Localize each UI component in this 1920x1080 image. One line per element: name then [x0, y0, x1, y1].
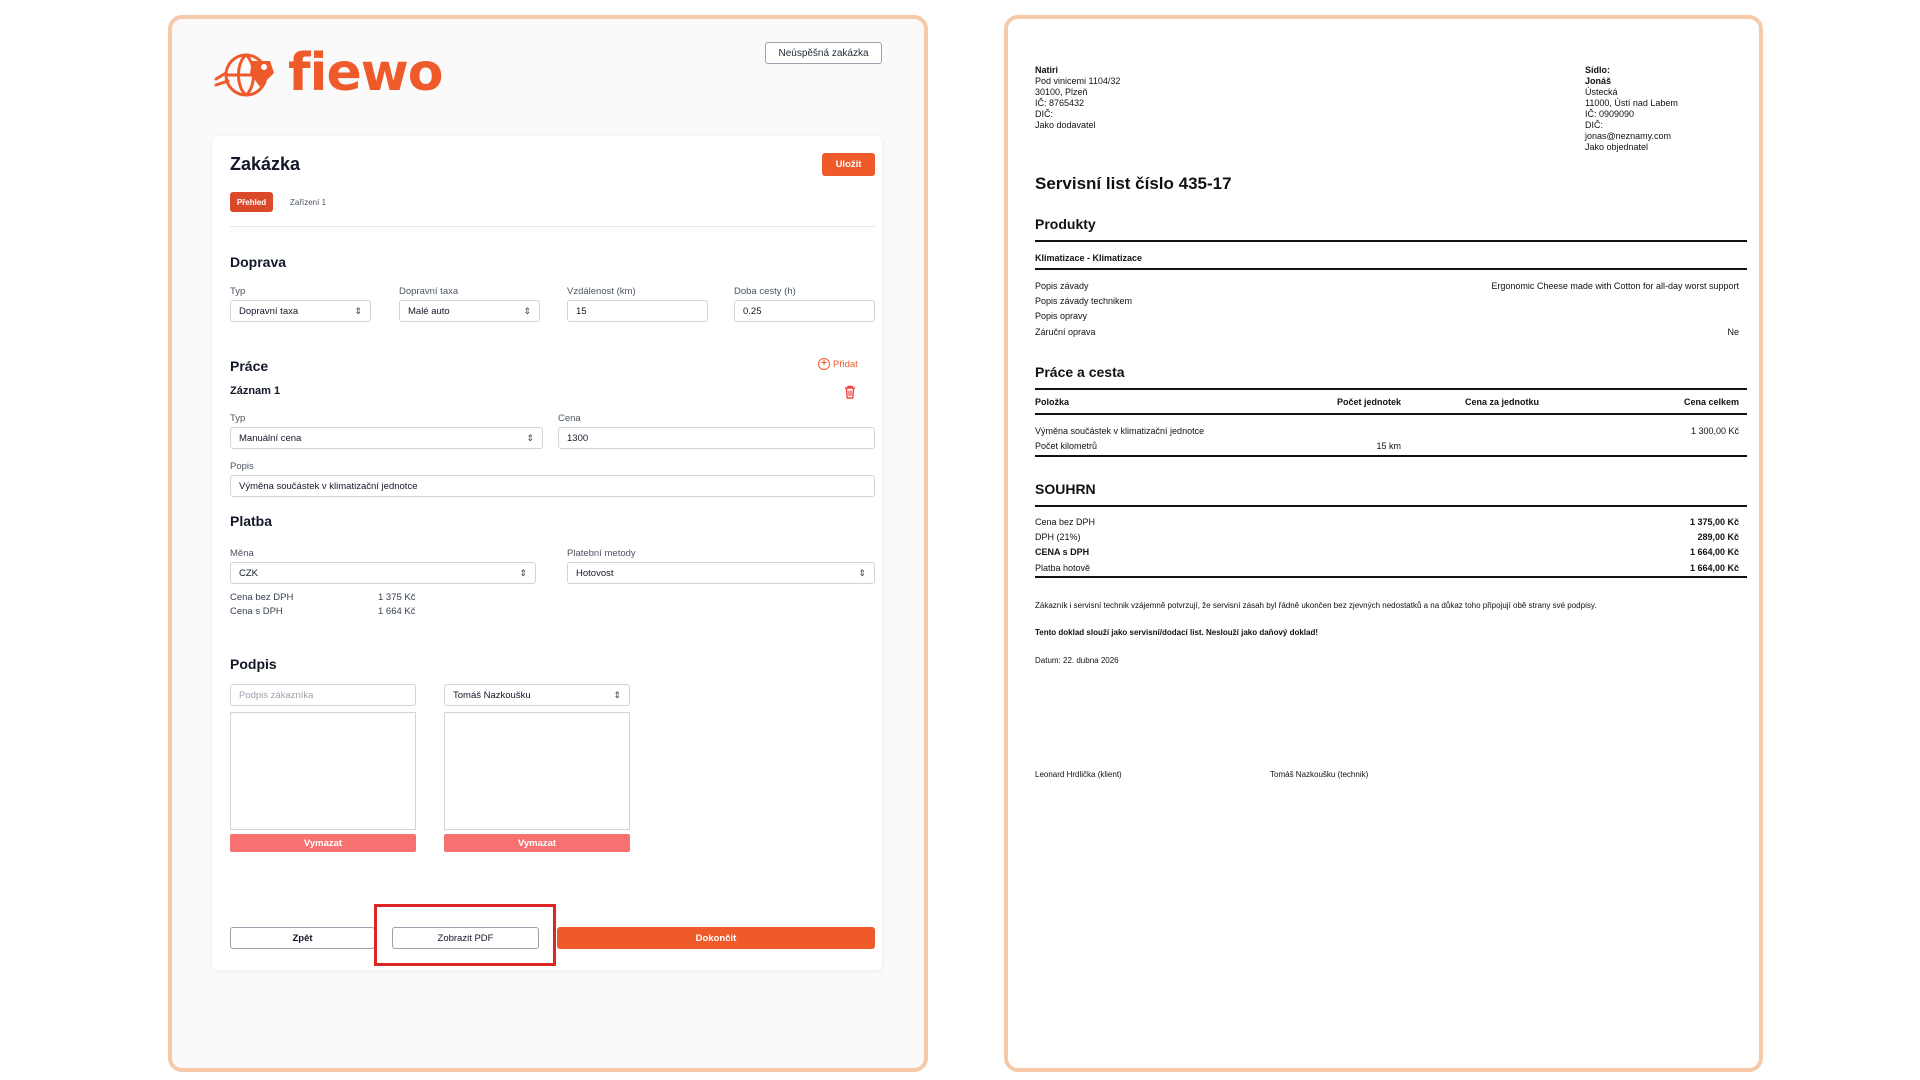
currency-label: Měna [230, 548, 254, 559]
summary-value: 1 664,00 Kč [1689, 563, 1739, 573]
travel-time-input[interactable]: 0.25 [734, 300, 875, 322]
product-name: Klimatizace - Klimatizace [1035, 253, 1143, 263]
summary-label: DPH (21%) [1035, 532, 1081, 542]
distance-input[interactable]: 15 [567, 300, 708, 322]
work-row-item: Výměna součástek v klimatizační jednotce [1035, 426, 1205, 436]
select-arrows-icon: ⇕ [858, 567, 866, 578]
product-row-label: Záruční oprava [1035, 327, 1096, 337]
client-signature-caption: Leonard Hrdlička (klient) [1035, 770, 1122, 779]
work-row-units: 15 km [1376, 441, 1401, 451]
transport-fee-label: Dopravní taxa [399, 286, 459, 297]
price-ex-vat-value: 1 375 Kč [378, 592, 416, 603]
summary-label: Cena bez DPH [1035, 517, 1096, 527]
customer-email: jonas@neznamy.com [1585, 131, 1672, 141]
price-label: Cena [558, 413, 581, 424]
summary-value: 1 664,00 Kč [1689, 547, 1739, 557]
customer-city: 11000, Ústí nad Labem [1585, 98, 1678, 108]
customer-dic: DIČ: [1585, 120, 1603, 130]
summary-bottom-rule [1035, 576, 1747, 578]
work-heading: Práce [230, 358, 269, 374]
customer-seat-label: Sídlo: [1585, 65, 1610, 75]
summary-label: Platba hotově [1035, 563, 1091, 573]
customer-ico: IČ: 0909090 [1585, 109, 1635, 119]
work-header-rule [1035, 413, 1747, 415]
work-column-header: Cena celkem [1683, 397, 1739, 407]
pdf-preview [1004, 15, 1763, 1072]
trash-icon[interactable] [844, 385, 856, 399]
distance-label: Vzdálenost (km) [567, 286, 636, 297]
select-arrows-icon: ⇕ [354, 305, 362, 316]
work-type-select[interactable]: Manuální cena ⇕ [230, 427, 543, 449]
summary-value: 289,00 Kč [1697, 532, 1739, 542]
product-row-value: Ne [1727, 327, 1739, 337]
transport-heading: Doprava [230, 254, 287, 270]
save-button[interactable]: Uložit [822, 153, 875, 176]
customer-name: Jonáš [1585, 76, 1612, 86]
work-type-label: Typ [230, 413, 246, 424]
document-date: Datum: 22. dubna 2026 [1035, 656, 1119, 665]
clear-technician-signature-button[interactable]: Vymazat [444, 834, 630, 852]
logo [212, 43, 442, 103]
order-card [212, 136, 882, 970]
payment-heading: Platba [230, 513, 273, 529]
select-arrows-icon: ⇕ [523, 305, 531, 316]
summary-label: CENA s DPH [1035, 547, 1090, 557]
product-row-label: Popis opravy [1035, 311, 1088, 321]
supplier-ico: IČ: 8765432 [1035, 98, 1085, 108]
plus-circle-icon: + [818, 358, 830, 370]
product-row-label: Popis závady [1035, 281, 1089, 291]
work-rule [1035, 388, 1747, 390]
supplier-dic: DIČ: [1035, 109, 1053, 119]
summary-value: 1 375,00 Kč [1689, 517, 1739, 527]
signature-heading: Podpis [230, 656, 277, 672]
travel-time-label: Doba cesty (h) [734, 286, 796, 297]
supplier-city: 30100, Plzeň [1035, 87, 1088, 97]
description-label: Popis [230, 461, 254, 472]
select-arrows-icon: ⇕ [613, 689, 621, 700]
work-row-total: 1 300,00 Kč [1690, 426, 1739, 436]
add-work-button[interactable]: + Přidat [818, 358, 858, 370]
product-rule [1035, 268, 1747, 270]
transport-type-select[interactable]: Dopravní taxa ⇕ [230, 300, 371, 322]
price-ex-vat-label: Cena bez DPH [230, 592, 294, 603]
fiewo-logo-icon [212, 43, 286, 103]
notice-text: Tento doklad slouží jako servisní/dodací list. Neslouží jako daňový doklad! [1035, 628, 1319, 637]
failed-order-button[interactable]: Neúspěšná zakázka [765, 42, 882, 64]
select-arrows-icon: ⇕ [519, 567, 527, 578]
work-column-header: Cena za jednotku [1464, 397, 1539, 407]
work-row-item: Počet kilometrů [1035, 441, 1098, 451]
work-column-header: Položka [1035, 397, 1070, 407]
select-arrows-icon: ⇕ [526, 432, 534, 443]
customer-street: Ústecká [1585, 87, 1618, 97]
description-input[interactable]: Výměna součástek v klimatizační jednotce [230, 475, 875, 497]
tab-device-1[interactable]: Zařízení 1 [290, 197, 327, 207]
logo-text: fiewo [288, 43, 443, 103]
technician-select[interactable]: Tomáš Nazkoušku ⇕ [444, 684, 630, 706]
work-bottom-rule [1035, 455, 1747, 457]
currency-select[interactable]: CZK ⇕ [230, 562, 536, 584]
work-record-title: Záznam 1 [230, 385, 281, 397]
summary-heading: SOUHRN [1035, 481, 1096, 497]
technician-signature-caption: Tomáš Nazkoušku (technik) [1270, 770, 1369, 779]
supplier-name: Natiri [1035, 65, 1059, 75]
clear-customer-signature-button[interactable]: Vymazat [230, 834, 416, 852]
app-window [168, 15, 928, 1072]
products-heading: Produkty [1035, 216, 1096, 232]
products-rule [1035, 240, 1747, 242]
customer-signature-pad[interactable] [230, 712, 416, 830]
supplier-role: Jako dodavatel [1035, 120, 1096, 130]
tabs-divider [230, 226, 875, 227]
supplier-street: Pod vinicemi 1104/32 [1035, 76, 1121, 86]
product-row-value: Ergonomic Cheese made with Cotton for all-day worst support [1491, 281, 1739, 291]
technician-signature-pad[interactable] [444, 712, 630, 830]
tab-overview[interactable]: Přehled [230, 192, 273, 212]
payment-method-select[interactable]: Hotovost ⇕ [567, 562, 875, 584]
price-input[interactable]: 1300 [558, 427, 875, 449]
customer-role: Jako objednatel [1585, 142, 1649, 152]
page-title: Zakázka [230, 154, 301, 174]
work-column-header: Počet jednotek [1336, 397, 1401, 407]
document-title: Servisní list číslo 435-17 [1035, 174, 1232, 193]
confirmation-text: Zákazník i servisní technik vzájemně potvrzují, že servisní zásah byl řádně ukončen bez zjevných nedostatků a na důkaz toho připojují obě strany své podpisy. [1035, 601, 1597, 610]
back-button[interactable]: Zpět [230, 927, 375, 949]
price-inc-vat-value: 1 664 Kč [378, 606, 416, 617]
customer-signature-name-input[interactable]: Podpis zákazníka [230, 684, 416, 706]
product-row-label: Popis závady technikem [1035, 296, 1133, 306]
summary-rule [1035, 505, 1747, 507]
transport-fee-select[interactable]: Malé auto ⇕ [399, 300, 540, 322]
price-inc-vat-label: Cena s DPH [230, 606, 283, 617]
payment-method-label: Platební metody [567, 548, 636, 559]
finish-button[interactable]: Dokončit [557, 927, 875, 949]
transport-type-label: Typ [230, 286, 246, 297]
show-pdf-button[interactable]: Zobrazit PDF [392, 927, 539, 949]
work-heading: Práce a cesta [1035, 364, 1125, 380]
